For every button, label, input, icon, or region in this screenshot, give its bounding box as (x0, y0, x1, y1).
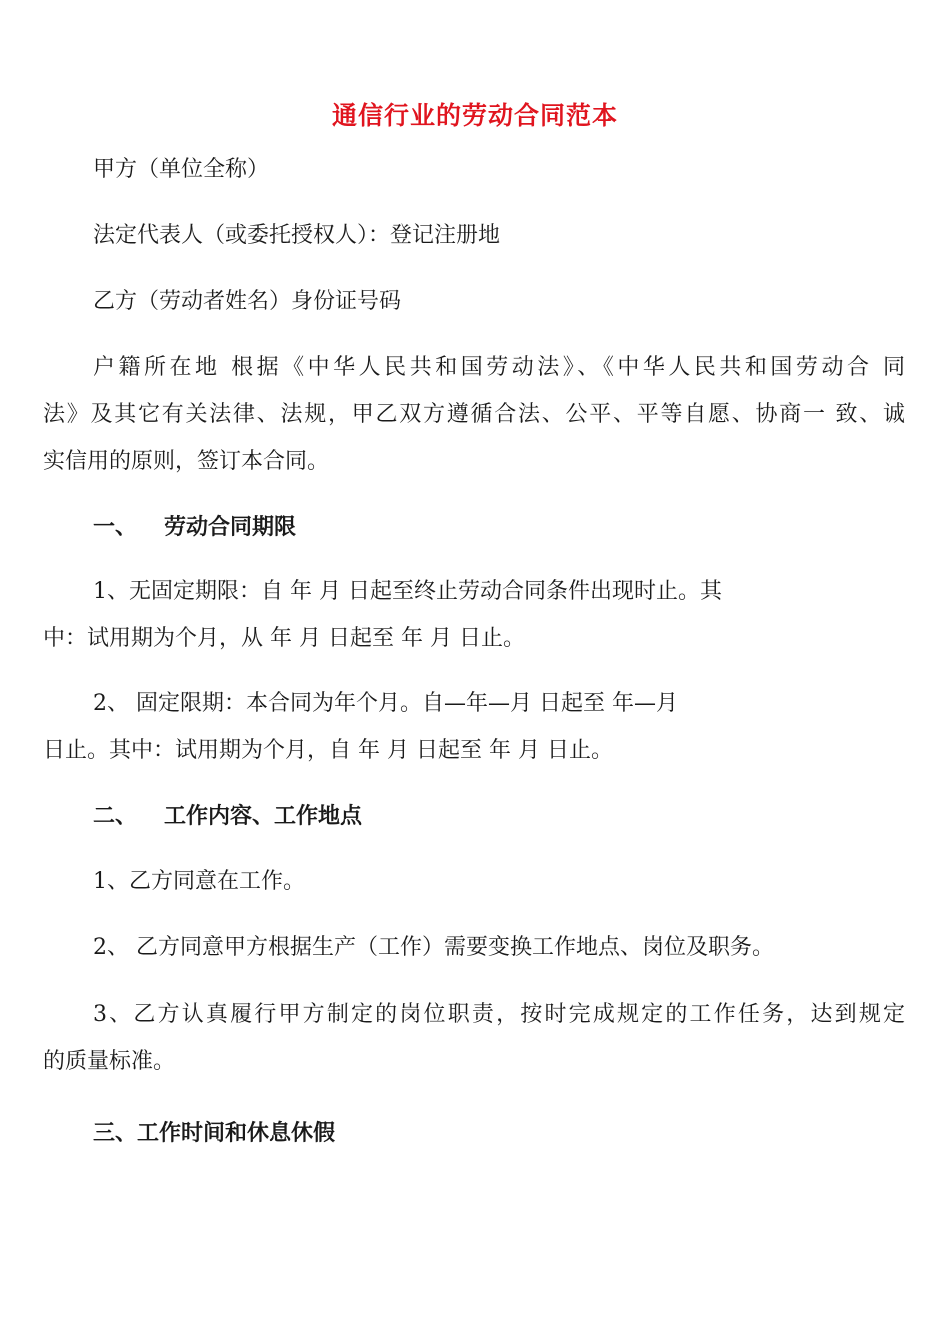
section-1-item-2-line-1: 2、 固定限期：本合同为年个月。自—年—月 日起至 年—月 (93, 691, 678, 716)
section-2-item-3-line-1: 3、乙方认真履行甲方制定的岗位职责，按时完成规定的工作任务，达到规定 (93, 1002, 905, 1027)
intro-paragraph-line-3: 实信用的原则，签订本合同。 (43, 449, 330, 474)
section-2-number: 二、 (93, 803, 138, 829)
section-1-item-2-line-2: 日止。其中：试用期为个月，自 年 月 日起至 年 月 日止。 (43, 738, 613, 763)
section-1-number: 一、 (93, 514, 138, 540)
section-1-heading: 劳动合同期限 (164, 514, 297, 540)
section-2-item-1: 1、乙方同意在工作。 (93, 869, 305, 894)
section-1-item-1-line-2: 中：试用期为个月，从 年 月 日起至 年 月 日止。 (43, 626, 525, 651)
document-title: 通信行业的劳动合同范本 (331, 101, 618, 130)
intro-paragraph-line-1: 户籍所在地 根据《中华人民共和国劳动法》、《中华人民共和国劳动合 同 (93, 355, 905, 380)
section-2-item-3-line-2: 的质量标准。 (43, 1049, 176, 1074)
legal-representative-line: 法定代表人（或委托授权人）：登记注册地 (93, 223, 501, 248)
section-3-heading: 三、工作时间和休息休假 (93, 1120, 336, 1146)
party-b-line: 乙方（劳动者姓名）身份证号码 (93, 289, 402, 314)
intro-paragraph-line-2: 法》及其它有关法律、法规，甲乙双方遵循合法、公平、平等自愿、协商一 致、诚 (43, 402, 905, 427)
section-1-item-1-line-1: 1、无固定期限：自 年 月 日起至终止劳动合同条件出现时止。其 (93, 579, 722, 604)
section-2-heading: 工作内容、工作地点 (164, 803, 363, 829)
section-2-item-2: 2、 乙方同意甲方根据生产（工作）需要变换工作地点、岗位及职务。 (93, 935, 774, 960)
party-a-line: 甲方（单位全称） (93, 157, 270, 182)
